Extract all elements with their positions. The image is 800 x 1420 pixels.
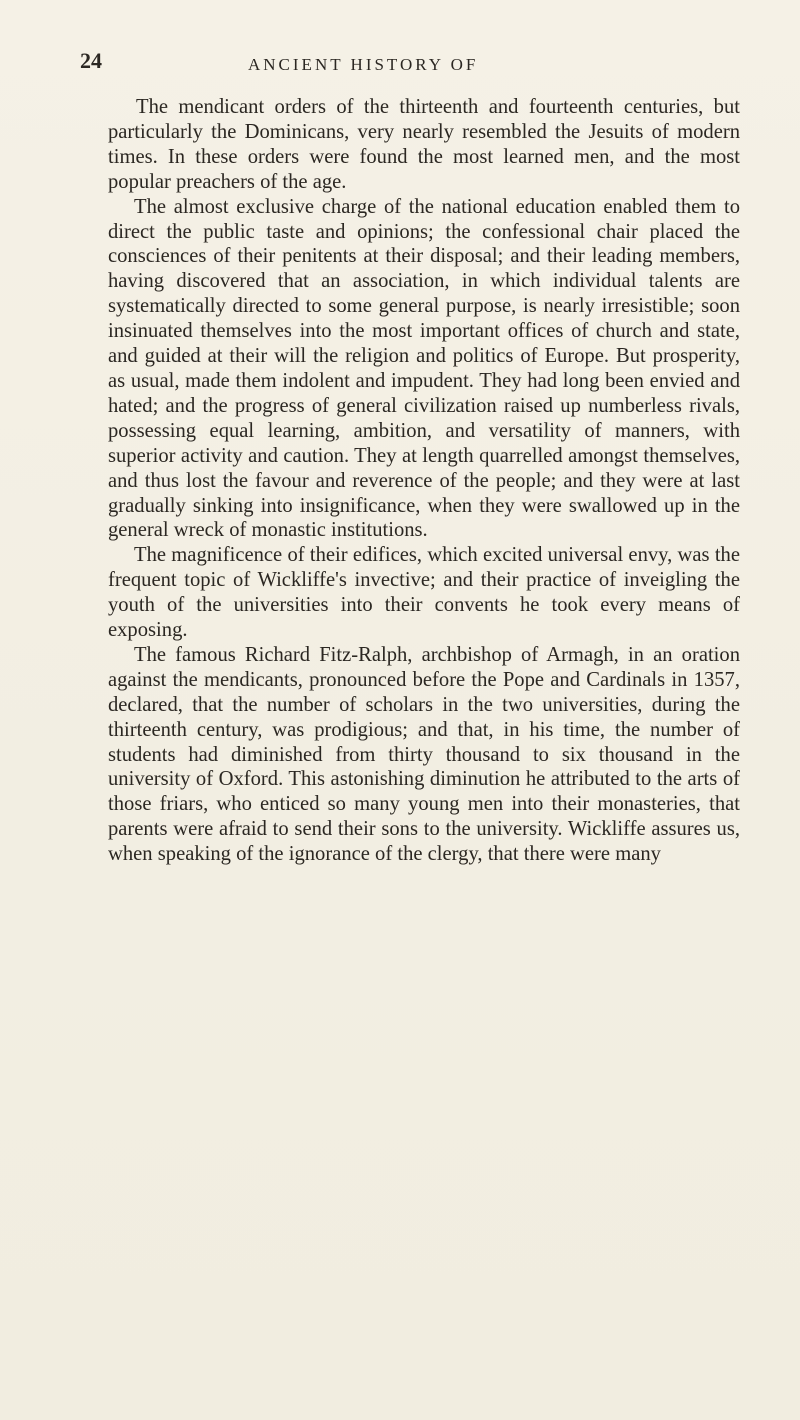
paragraph-fitz-ralph: The famous Richard Fitz-Ralph, archbishop of Armagh, in an oration against the mendicants, pronounced before the Pope and Cardinals in 1357, declared, that the number of scholars in the two universities, during the thirteenth century, was prodigious; and that, in his time, the number of students had diminished from thirty thousand to six thousand in the university of Oxford. This astonishing diminution he attributed to the arts of those friars, who enticed so many young men into their monasteries, that parents were afraid to send their sons to the university. Wickliffe assures us, when speaking of the ignorance of the clergy, that there were many bbox=[108, 643, 740, 866]
page-header bbox=[80, 48, 730, 92]
page-number: 24 bbox=[80, 48, 102, 73]
paragraph-magnificence: The magnificence of their edifices, which excited universal envy, was the frequent topic of Wickliffe's invective; and their practice of inveigling the youth of the universities into their convents he took every means of exposing. bbox=[108, 544, 740, 642]
body-text bbox=[108, 95, 740, 867]
paragraph-mendicant-orders: The mendicant orders of the thirteenth and fourteenth centuries, but particularly the Dominicans, very nearly resembled the Jesuits of modern times. In these orders were found the most learned men, and the most popular preachers of the age. bbox=[108, 96, 740, 193]
running-title: ANCIENT HISTORY OF bbox=[248, 55, 479, 74]
paragraph-national-education: The almost exclusive charge of the national education enabled them to direct the public taste and opinions; the confessional chair placed the consciences of their penitents at their disposal; and their leading members, having discovered that an association, in which individual talents are systematically directed to some general purpose, is nearly irresistible; soon insinuated themselves into the most important offices of church and state, and guided at their will the religion and politics of Europe. But prosperity, as usual, made them indolent and impudent. They had long been envied and hated; and the progress of general civilization raised up numberless rivals, possessing equal learning, ambition, and versatility of manners, with superior activity and caution. They at length quarrelled amongst themselves, and thus lost the favour and reverence of the people; and they were at last gradually sinking into insignificance, when they were swallowed up in the general wreck of monastic institutions. bbox=[108, 195, 740, 542]
